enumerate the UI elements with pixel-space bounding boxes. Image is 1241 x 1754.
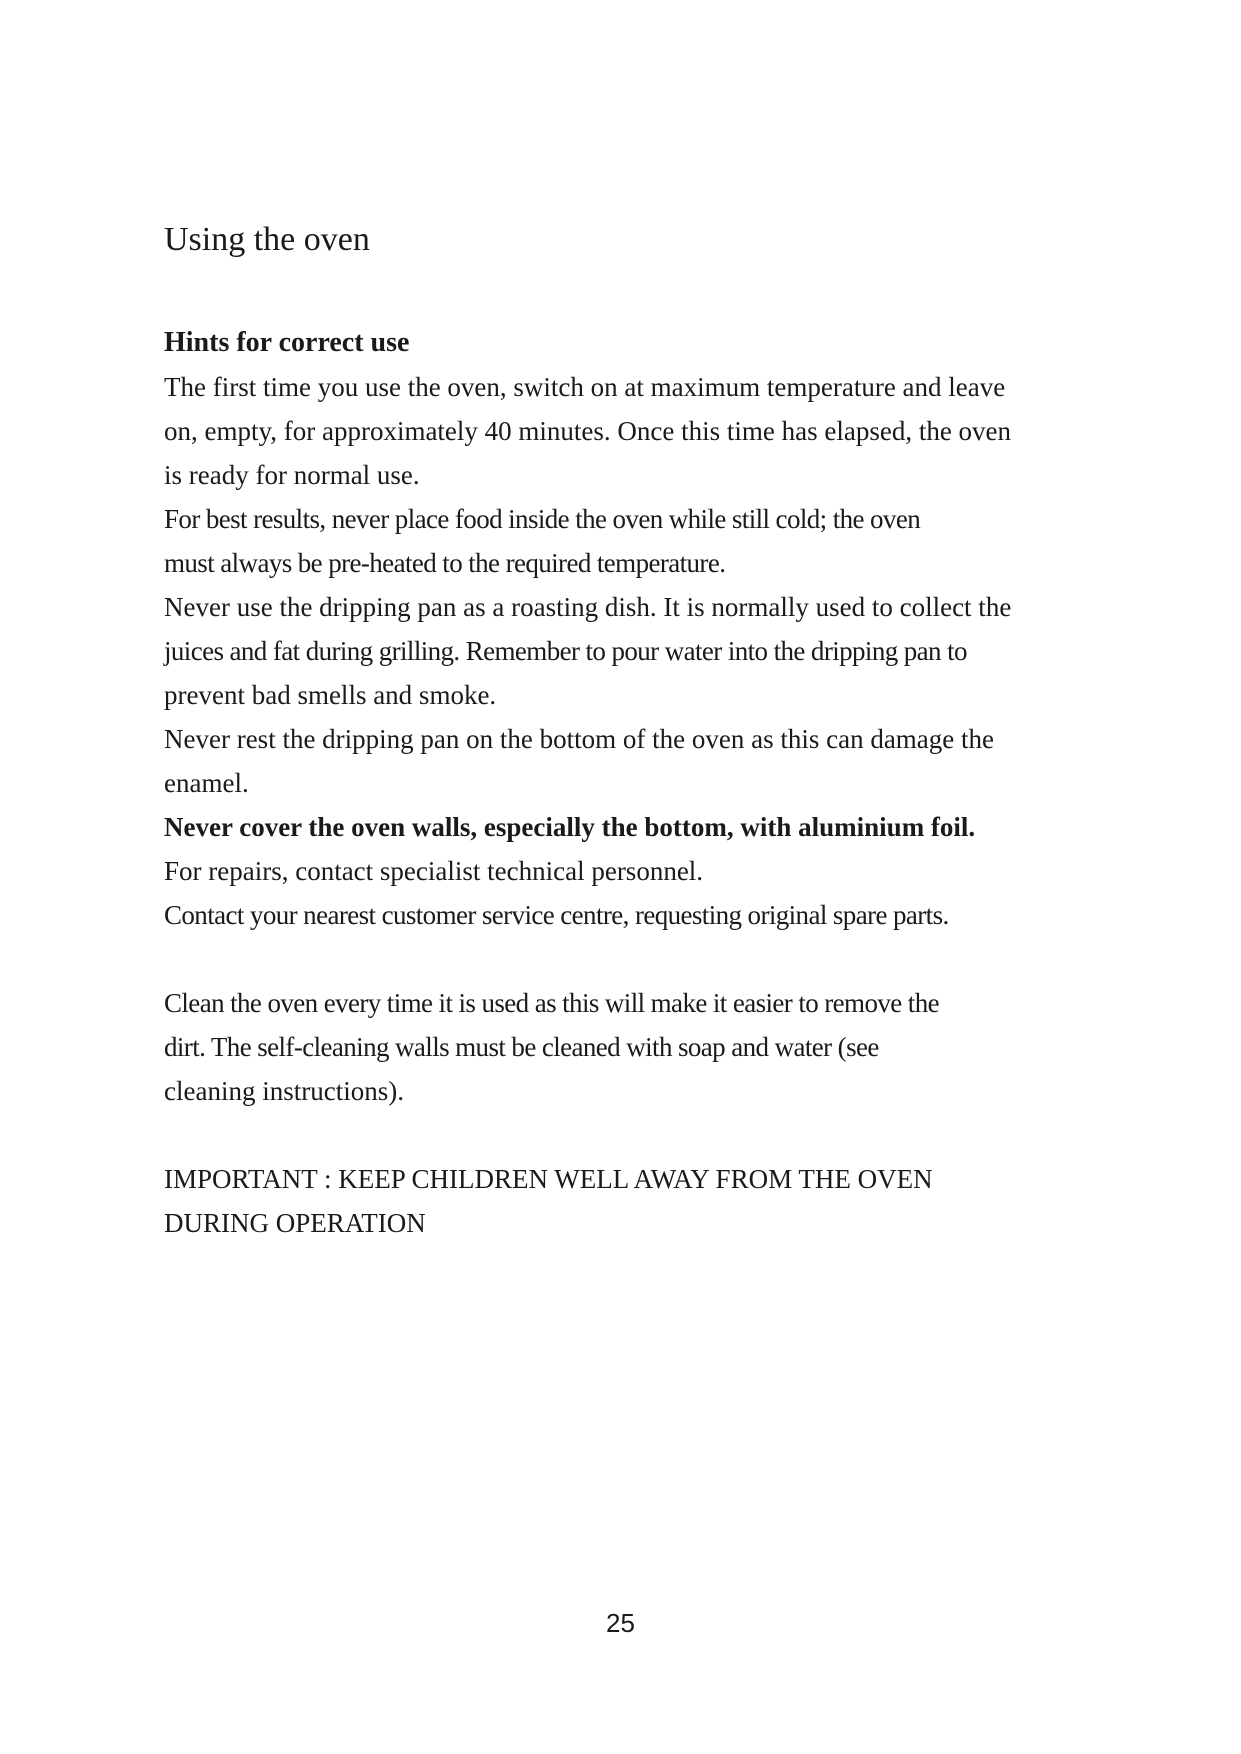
- paragraph-line: For best results, never place food inside the oven while still cold; the oven: [164, 504, 921, 534]
- paragraph-line: must always be pre-heated to the required temperature.: [164, 548, 726, 578]
- warning-line: Never cover the oven walls, especially the bottom, with aluminium foil.: [164, 812, 976, 842]
- paragraph-line: is ready for normal use.: [164, 460, 420, 490]
- page-title: Using the oven: [164, 221, 370, 258]
- paragraph-line: Never use the dripping pan as a roasting dish. It is normally used to collect the: [164, 592, 1012, 622]
- cleaning-line: Clean the oven every time it is used as this will make it easier to remove the: [164, 988, 939, 1018]
- cleaning-line: cleaning instructions).: [164, 1076, 404, 1106]
- paragraph-line: juices and fat during grilling. Remember to pour water into the dripping pan to: [164, 636, 967, 666]
- paragraph-line: on, empty, for approximately 40 minutes. Once this time has elapsed, the oven: [164, 416, 1012, 446]
- important-notice-line: DURING OPERATION: [164, 1208, 426, 1238]
- page-number: 25: [606, 1608, 635, 1638]
- section-heading: Hints for correct use: [164, 327, 410, 358]
- paragraph-line: enamel.: [164, 768, 249, 798]
- paragraph-gap: [164, 1113, 1104, 1157]
- paragraph-line: Contact your nearest customer service centre, requesting original spare parts.: [164, 900, 949, 930]
- important-notice-line: IMPORTANT : KEEP CHILDREN WELL AWAY FROM THE OVEN: [164, 1164, 933, 1194]
- cleaning-line: dirt. The self-cleaning walls must be cleaned with soap and water (see: [164, 1032, 879, 1062]
- paragraph-line: The first time you use the oven, switch on at maximum temperature and leave: [164, 372, 1006, 402]
- page-content: [164, 321, 1104, 1245]
- paragraph-line: prevent bad smells and smoke.: [164, 680, 497, 710]
- paragraph-gap: [164, 937, 1104, 981]
- paragraph-line: Never rest the dripping pan on the bottom of the oven as this can damage the: [164, 724, 995, 754]
- paragraph-line: For repairs, contact specialist technical personnel.: [164, 856, 704, 886]
